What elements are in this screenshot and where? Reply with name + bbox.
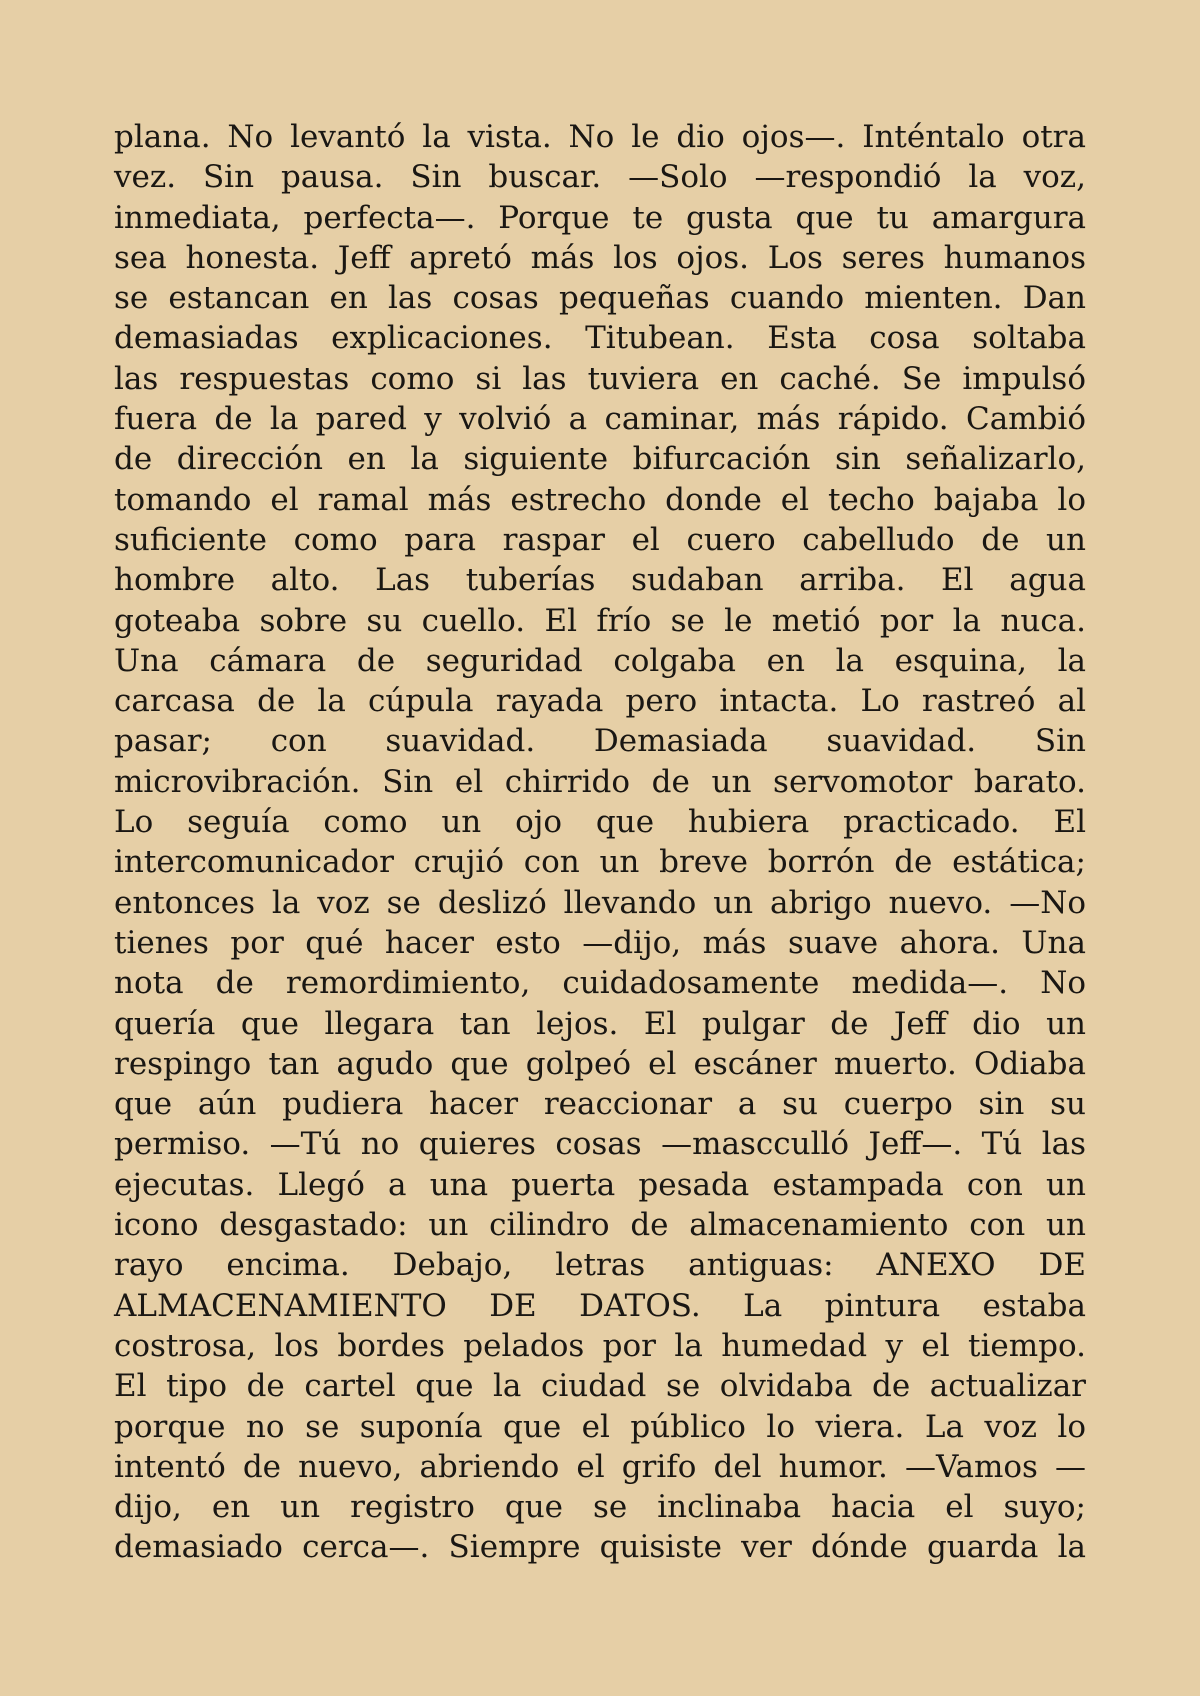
text-line: dijo, en un registro que se inclinaba hacia el suyo; [114, 1489, 1086, 1526]
text-line: ejecutas. Llegó a una puerta pesada estampada con un [114, 1166, 1086, 1203]
text-line: hombre alto. Las tuberías sudaban arriba. El agua [114, 562, 1086, 599]
text-line: plana. No levantó la vista. No le dio ojos—. Inténtalo otra [114, 119, 1086, 155]
text-line: ALMACENAMIENTO DE DATOS. La pintura estaba [114, 1287, 1086, 1324]
text-line: Lo seguía como un ojo que hubiera practicado. El [114, 804, 1086, 841]
text-line: inmediata, perfecta—. Porque te gusta que tu amargura [114, 199, 1086, 236]
text-line: porque no se suponía que el público lo viera. La voz lo [114, 1408, 1086, 1445]
text-line: costrosa, los bordes pelados por la humedad y el tiempo. [114, 1327, 1086, 1364]
text-line: que aún pudiera hacer reaccionar a su cuerpo sin su [114, 1086, 1086, 1123]
text-line: entonces la voz se deslizó llevando un abrigo nuevo. —No [114, 884, 1086, 921]
text-line: permiso. —Tú no quieres cosas —mascculló Jeff—. Tú las [114, 1126, 1086, 1163]
text-line: Una cámara de seguridad colgaba en la esquina, la [114, 642, 1086, 679]
text-line: las respuestas como si las tuviera en caché. Se impulsó [114, 360, 1086, 397]
text-line: microvibración. Sin el chirrido de un servomotor barato. [114, 763, 1086, 800]
text-line: vez. Sin pausa. Sin buscar. —Solo —respondió la voz, [114, 159, 1086, 196]
text-line: intercomunicador crujió con un breve borrón de estática; [114, 844, 1086, 881]
text-line: demasiado cerca—. Siempre quisiste ver dónde guarda la [114, 1529, 1086, 1566]
text-line: El tipo de cartel que la ciudad se olvidaba de actualizar [114, 1368, 1086, 1405]
text-line: demasiadas explicaciones. Titubean. Esta cosa soltaba [114, 320, 1086, 357]
text-line: de dirección en la siguiente bifurcación sin señalizarlo, [114, 441, 1086, 478]
text-line: tomando el ramal más estrecho donde el techo bajaba lo [114, 481, 1086, 518]
text-line: respingo tan agudo que golpeó el escáner muerto. Odiaba [114, 1045, 1086, 1082]
text-line: suficiente como para raspar el cuero cabelludo de un [114, 521, 1086, 558]
text-line: intentó de nuevo, abriendo el grifo del humor. —Vamos — [114, 1448, 1086, 1485]
text-line: goteaba sobre su cuello. El frío se le metió por la nuca. [114, 602, 1086, 639]
text-line: pasar; con suavidad. Demasiada suavidad. Sin [114, 723, 1086, 760]
text-line: tienes por qué hacer esto —dijo, más suave ahora. Una [114, 924, 1086, 961]
text-line: se estancan en las cosas pequeñas cuando mienten. Dan [114, 280, 1086, 317]
text-line: fuera de la pared y volvió a caminar, más rápido. Cambió [114, 401, 1086, 438]
body-text [114, 117, 1086, 1568]
text-line: rayo encima. Debajo, letras antiguas: ANEXO DE [114, 1247, 1086, 1284]
text-line: nota de remordimiento, cuidadosamente medida—. No [114, 965, 1086, 1002]
text-line: carcasa de la cúpula rayada pero intacta. Lo rastreó al [114, 683, 1086, 720]
text-line: quería que llegara tan lejos. El pulgar de Jeff dio un [114, 1005, 1086, 1042]
text-line: icono desgastado: un cilindro de almacenamiento con un [114, 1207, 1086, 1244]
text-line: sea honesta. Jeff apretó más los ojos. Los seres humanos [114, 239, 1086, 276]
